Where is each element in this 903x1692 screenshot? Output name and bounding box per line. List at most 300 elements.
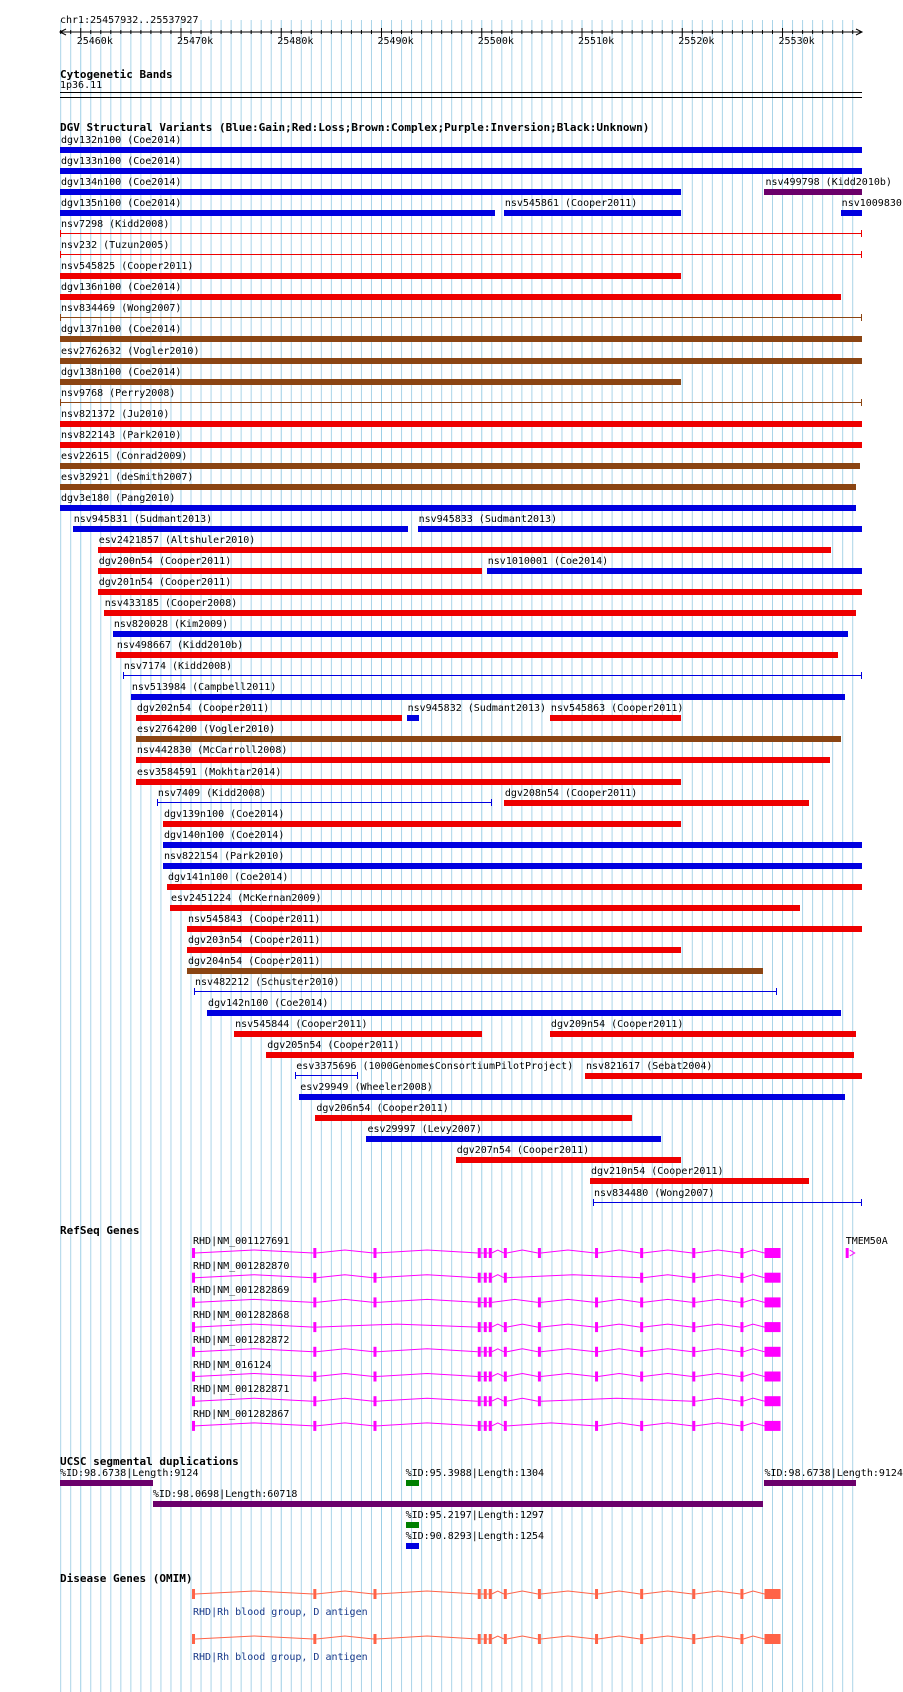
- segdup-label: %ID:98.6738|Length:9124: [764, 1468, 903, 1479]
- dgv-feature-label: dgv205n54 (Cooper2011): [267, 1040, 400, 1052]
- omim-gene-exon[interactable]: [489, 1589, 492, 1599]
- dgv-feature-label: dgv132n100 (Coe2014): [61, 135, 182, 146]
- refseq-transcript-exon[interactable]: [478, 1372, 481, 1382]
- refseq-transcript-intron: [695, 1374, 740, 1377]
- refseq-transcript-exon[interactable]: [504, 1421, 507, 1431]
- refseq-transcript-intron: [743, 1275, 764, 1278]
- refseq-transcript-intron: [316, 1299, 373, 1302]
- refseq-transcript-intron: [743, 1398, 764, 1401]
- refseq-transcript-label: RHD|NM_001282868: [193, 1310, 290, 1322]
- dgv-feature-label: esv2764200 (Vogler2010): [136, 724, 276, 736]
- omim-gene-exon[interactable]: [504, 1634, 507, 1644]
- omim-gene-intron: [695, 1636, 740, 1639]
- dgv-feature-label: nsv482212 (Schuster2010): [195, 977, 340, 988]
- refseq-transcript-intron: [598, 1324, 640, 1327]
- omim-gene-exon[interactable]: [538, 1589, 541, 1599]
- refseq-transcript-exon[interactable]: [504, 1248, 507, 1258]
- omim-gene-exon[interactable]: [595, 1589, 598, 1599]
- refseq-transcript-label: RHD|NM_001282869: [193, 1285, 290, 1297]
- refseq-transcript-exon[interactable]: [489, 1396, 492, 1406]
- omim-gene-intron: [376, 1591, 477, 1594]
- refseq-transcript-intron: [195, 1398, 313, 1401]
- refseq-transcript-exon[interactable]: [740, 1421, 743, 1431]
- segdup-label: %ID:95.2197|Length:1297: [405, 1510, 545, 1521]
- refseq-transcript-intron: [507, 1374, 538, 1377]
- refseq-transcript-intron: [695, 1250, 740, 1253]
- segdup-label: %ID:95.3988|Length:1304: [405, 1468, 545, 1479]
- omim-gene-exon[interactable]: [538, 1634, 541, 1644]
- refseq-transcript-exon[interactable]: [484, 1273, 487, 1283]
- refseq-transcript-exon[interactable]: [765, 1347, 781, 1357]
- refseq-transcript-exon[interactable]: [478, 1248, 481, 1258]
- refseq-transcript-intron: [376, 1275, 477, 1278]
- refseq-transcript-exon[interactable]: [538, 1248, 541, 1258]
- ruler-tick-label: 25460k: [76, 36, 113, 47]
- refseq-transcript-intron: [492, 1349, 504, 1352]
- dgv-feature-label: nsv834469 (Wong2007): [61, 303, 182, 315]
- dgv-feature-label: dgv137n100 (Coe2014): [61, 324, 182, 336]
- refseq-transcript-intron: [643, 1349, 692, 1352]
- position-label: chr1:25457932..25537927: [60, 15, 199, 26]
- refseq-transcript-intron: [507, 1250, 538, 1253]
- refseq-transcript-exon[interactable]: [640, 1273, 643, 1283]
- dgv-feature-label: nsv499798 (Kidd2010b): [765, 177, 892, 189]
- refseq-transcript-intron: [598, 1423, 640, 1426]
- dgv-feature-label: nsv7409 (Kidd2008): [157, 787, 267, 799]
- dgv-feature-label: dgv141n100 (Coe2014): [167, 871, 289, 883]
- refseq-transcript-intron: [492, 1299, 538, 1302]
- dgv-feature-label: dgv133n100 (Coe2014): [61, 156, 182, 168]
- omim-gene-intron: [541, 1591, 595, 1594]
- refseq-transcript-exon[interactable]: [192, 1248, 195, 1258]
- refseq-transcript-exon[interactable]: [765, 1297, 781, 1307]
- refseq-transcript-intron: [195, 1299, 313, 1302]
- refseq-transcript-exon[interactable]: [373, 1248, 376, 1258]
- refseq-transcript-exon[interactable]: [313, 1248, 316, 1258]
- omim-gene-intron: [598, 1636, 640, 1639]
- refseq-transcript-exon[interactable]: [484, 1396, 487, 1406]
- dgv-feature-label: dgv201n54 (Cooper2011): [98, 577, 232, 589]
- omim-gene-label: RHD|Rh blood group, D antigen: [193, 1652, 368, 1663]
- refseq-transcript-intron: [195, 1374, 313, 1377]
- dgv-feature-label: esv29997 (Levy2007): [367, 1124, 482, 1136]
- omim-gene-intron: [643, 1591, 692, 1594]
- refseq-transcript-exon[interactable]: [740, 1248, 743, 1258]
- refseq-transcript-intron: [316, 1349, 373, 1352]
- dgv-feature-label: nsv9768 (Perry2008): [61, 387, 176, 399]
- ruler-tick-label: 25480k: [277, 36, 314, 47]
- refseq-transcript-exon[interactable]: [484, 1347, 487, 1357]
- omim-gene-exon[interactable]: [765, 1634, 781, 1644]
- refseq-transcript-exon[interactable]: [765, 1372, 781, 1382]
- cytoband-label: 1p36.11: [60, 80, 103, 91]
- dgv-feature-label: esv29949 (Wheeler2008): [300, 1082, 433, 1094]
- refseq-transcript-intron: [743, 1299, 764, 1302]
- dgv-feature-label: dgv209n54 (Cooper2011): [550, 1019, 684, 1031]
- refseq-transcript-exon[interactable]: [373, 1372, 376, 1382]
- refseq-transcript-exon[interactable]: [740, 1396, 743, 1406]
- dgv-feature-label: dgv207n54 (Cooper2011): [456, 1145, 590, 1157]
- dgv-feature-label: nsv822154 (Park2010): [163, 850, 285, 862]
- dgv-feature-label: nsv232 (Tuzun2005): [61, 240, 170, 252]
- refseq-transcript-exon[interactable]: [692, 1396, 695, 1406]
- refseq-transcript-exon[interactable]: [489, 1421, 492, 1431]
- refseq-transcript-intron: [492, 1398, 504, 1401]
- refseq-transcript-intron: [743, 1250, 764, 1253]
- refseq-transcript-label: RHD|NM_001127691: [193, 1236, 290, 1247]
- ruler-tick-label: 25490k: [377, 36, 414, 47]
- refseq-transcript-exon[interactable]: [692, 1322, 695, 1332]
- ruler-tick-label: 25520k: [678, 36, 715, 47]
- refseq-transcript-intron: [507, 1275, 640, 1278]
- refseq-transcript-exon[interactable]: [478, 1347, 481, 1357]
- refseq-transcript-intron: [643, 1250, 692, 1253]
- omim-gene-exon[interactable]: [489, 1634, 492, 1644]
- dgv-feature-label: dgv204n54 (Cooper2011): [188, 955, 321, 967]
- refseq-transcript-exon[interactable]: [538, 1396, 541, 1406]
- omim-gene-exon[interactable]: [313, 1634, 316, 1644]
- omim-gene-exon[interactable]: [373, 1589, 376, 1599]
- refseq-transcript-exon[interactable]: [504, 1322, 507, 1332]
- omim-gene-exon[interactable]: [692, 1589, 695, 1599]
- refseq-transcript-exon[interactable]: [192, 1347, 195, 1357]
- refseq-extra-gene-exon[interactable]: [846, 1248, 849, 1258]
- refseq-transcript-exon[interactable]: [640, 1347, 643, 1357]
- refseq-transcript-exon[interactable]: [484, 1372, 487, 1382]
- refseq-transcript-intron: [507, 1423, 595, 1426]
- refseq-transcript-exon[interactable]: [373, 1273, 376, 1283]
- refseq-transcript-exon[interactable]: [538, 1297, 541, 1307]
- refseq-transcript-exon[interactable]: [595, 1421, 598, 1431]
- refseq-transcript-exon[interactable]: [484, 1421, 487, 1431]
- refseq-transcript-exon[interactable]: [692, 1372, 695, 1382]
- dgv-feature-label: nsv821617 (Sebat2004): [586, 1061, 713, 1073]
- track-title-dgv[interactable]: DGV Structural Variants (Blue:Gain;Red:Loss;Brown:Complex;Purple:Inversion;Black:Unknown): [60, 121, 650, 134]
- refseq-transcript-intron: [376, 1250, 477, 1253]
- dgv-feature-label: dgv206n54 (Cooper2011): [316, 1103, 449, 1115]
- dgv-feature-label: esv22615 (Conrad2009): [61, 450, 188, 462]
- refseq-transcript-exon[interactable]: [489, 1273, 492, 1283]
- refseq-transcript-exon[interactable]: [478, 1273, 481, 1283]
- dgv-feature-label: nsv545844 (Cooper2011): [235, 1019, 368, 1031]
- omim-gene-intron: [195, 1591, 313, 1594]
- refseq-transcript-exon[interactable]: [192, 1421, 195, 1431]
- refseq-transcript-intron: [695, 1324, 740, 1327]
- dgv-feature-label: dgv210n54 (Cooper2011): [591, 1166, 724, 1178]
- dgv-feature-label: dgv142n100 (Coe2014): [208, 998, 329, 1010]
- dgv-feature-label: dgv136n100 (Coe2014): [61, 282, 182, 294]
- refseq-transcript-intron: [695, 1349, 740, 1352]
- omim-gene-intron: [643, 1636, 692, 1639]
- omim-gene-exon[interactable]: [373, 1634, 376, 1644]
- refseq-transcript-intron: [743, 1423, 764, 1426]
- refseq-transcript-exon[interactable]: [692, 1297, 695, 1307]
- segdup-label: %ID:98.6738|Length:9124: [60, 1468, 199, 1479]
- dgv-feature-label: nsv545825 (Cooper2011): [61, 261, 194, 273]
- refseq-transcript-intron: [195, 1349, 313, 1352]
- refseq-transcript-exon[interactable]: [740, 1347, 743, 1357]
- refseq-transcript-intron: [316, 1275, 373, 1278]
- omim-gene-exon[interactable]: [478, 1589, 481, 1599]
- refseq-transcript-exon[interactable]: [504, 1273, 507, 1283]
- omim-gene-exon[interactable]: [640, 1589, 643, 1599]
- omim-gene-exon[interactable]: [692, 1634, 695, 1644]
- track-title-omim[interactable]: Disease Genes (OMIM): [60, 1572, 193, 1585]
- refseq-extra-gene-label: TMEM50A: [845, 1236, 888, 1247]
- refseq-transcript-intron: [316, 1324, 477, 1327]
- dgv-feature-label: nsv433185 (Cooper2008): [104, 598, 238, 610]
- refseq-transcript-exon[interactable]: [765, 1396, 781, 1406]
- refseq-transcript-label: RHD|NM_001282870: [193, 1260, 290, 1272]
- refseq-transcript-exon[interactable]: [640, 1322, 643, 1332]
- refseq-transcript-exon[interactable]: [489, 1322, 492, 1332]
- refseq-transcript-intron: [507, 1398, 538, 1401]
- refseq-transcript-intron: [643, 1275, 692, 1278]
- refseq-transcript-exon[interactable]: [692, 1421, 695, 1431]
- dgv-feature-label: nsv545843 (Cooper2011): [188, 913, 321, 925]
- track-title-refseq[interactable]: RefSeq Genes: [60, 1224, 140, 1237]
- refseq-transcript-intron: [316, 1423, 373, 1426]
- refseq-transcript-exon[interactable]: [192, 1396, 195, 1406]
- refseq-transcript-intron: [376, 1398, 477, 1401]
- refseq-transcript-exon[interactable]: [765, 1273, 781, 1283]
- omim-gene-intron: [316, 1591, 373, 1594]
- refseq-transcript-exon[interactable]: [373, 1421, 376, 1431]
- refseq-transcript-exon[interactable]: [640, 1372, 643, 1382]
- omim-gene-exon[interactable]: [765, 1589, 781, 1599]
- refseq-transcript-exon[interactable]: [538, 1347, 541, 1357]
- refseq-transcript-exon[interactable]: [478, 1322, 481, 1332]
- dgv-feature-label: esv2451224 (McKernan2009): [170, 892, 322, 904]
- refseq-transcript-intron: [195, 1250, 313, 1253]
- dgv-feature-label: dgv202n54 (Cooper2011): [136, 703, 270, 715]
- refseq-transcript-exon[interactable]: [489, 1248, 492, 1258]
- omim-gene-exon[interactable]: [740, 1634, 743, 1644]
- refseq-transcript-exon[interactable]: [313, 1297, 316, 1307]
- omim-gene-intron: [316, 1636, 373, 1639]
- refseq-transcript-exon[interactable]: [640, 1421, 643, 1431]
- omim-gene-exon[interactable]: [192, 1634, 195, 1644]
- refseq-transcript-exon[interactable]: [489, 1372, 492, 1382]
- refseq-transcript-exon[interactable]: [313, 1273, 316, 1283]
- refseq-transcript-label: RHD|NM_001282872: [193, 1334, 290, 1346]
- refseq-transcript-exon[interactable]: [595, 1347, 598, 1357]
- omim-gene-intron: [376, 1636, 477, 1639]
- omim-gene-exon[interactable]: [595, 1634, 598, 1644]
- refseq-transcript-intron: [492, 1275, 504, 1278]
- refseq-transcript-exon[interactable]: [313, 1421, 316, 1431]
- dgv-feature-label: esv2762632 (Vogler2010): [61, 345, 200, 357]
- refseq-transcript-intron: [492, 1374, 504, 1377]
- dgv-feature-label: nsv821372 (Ju2010): [61, 408, 170, 420]
- refseq-transcript-exon[interactable]: [740, 1322, 743, 1332]
- refseq-transcript-intron: [541, 1299, 595, 1302]
- ruler-tick-label: 25510k: [578, 36, 615, 47]
- refseq-transcript-intron: [376, 1374, 477, 1377]
- refseq-transcript-exon[interactable]: [740, 1372, 743, 1382]
- refseq-transcript-exon[interactable]: [313, 1347, 316, 1357]
- refseq-transcript-exon[interactable]: [595, 1297, 598, 1307]
- refseq-transcript-label: RHD|NM_001282871: [193, 1384, 290, 1396]
- refseq-transcript-exon[interactable]: [765, 1421, 781, 1431]
- refseq-transcript-exon[interactable]: [595, 1372, 598, 1382]
- track-title-segdup[interactable]: UCSC segmental duplications: [60, 1455, 239, 1468]
- omim-gene-intron: [492, 1591, 504, 1594]
- refseq-transcript-intron: [598, 1349, 640, 1352]
- refseq-transcript-exon[interactable]: [692, 1248, 695, 1258]
- ruler-tick-label: 25470k: [176, 36, 214, 47]
- refseq-transcript-intron: [541, 1398, 692, 1401]
- omim-gene-intron: [492, 1636, 504, 1639]
- refseq-transcript-intron: [316, 1398, 373, 1401]
- refseq-transcript-exon[interactable]: [765, 1248, 781, 1258]
- refseq-transcript-intron: [195, 1324, 313, 1327]
- refseq-transcript-exon[interactable]: [692, 1273, 695, 1283]
- omim-gene-intron: [598, 1591, 640, 1594]
- omim-gene-exon[interactable]: [484, 1589, 487, 1599]
- refseq-transcript-exon[interactable]: [373, 1297, 376, 1307]
- dgv-feature-label: nsv834480 (Wong2007): [594, 1187, 715, 1199]
- refseq-transcript-exon[interactable]: [192, 1297, 195, 1307]
- refseq-transcript-intron: [541, 1324, 595, 1327]
- refseq-transcript-exon[interactable]: [484, 1248, 487, 1258]
- refseq-transcript-exon[interactable]: [373, 1396, 376, 1406]
- refseq-transcript-exon[interactable]: [484, 1322, 487, 1332]
- refseq-transcript-exon[interactable]: [538, 1322, 541, 1332]
- refseq-transcript-exon[interactable]: [504, 1347, 507, 1357]
- dgv-feature-label: dgv140n100 (Coe2014): [163, 829, 285, 841]
- dgv-feature-label: esv3375696 (1000GenomesConsortiumPilotProject): [296, 1061, 574, 1073]
- dgv-feature-label: nsv498667 (Kidd2010b): [116, 640, 244, 652]
- refseq-transcript-intron: [376, 1299, 477, 1302]
- refseq-transcript-intron: [695, 1423, 740, 1426]
- segdup-label: %ID:98.0698|Length:60718: [152, 1489, 298, 1500]
- dgv-feature-label: dgv203n54 (Cooper2011): [188, 934, 321, 946]
- refseq-transcript-intron: [598, 1250, 640, 1253]
- refseq-transcript-exon[interactable]: [313, 1372, 316, 1382]
- omim-gene-intron: [541, 1636, 595, 1639]
- omim-gene-exon[interactable]: [640, 1634, 643, 1644]
- dgv-feature-label: dgv3e180 (Pang2010): [61, 492, 176, 504]
- omim-gene-intron: [507, 1591, 538, 1594]
- refseq-transcript-intron: [376, 1349, 477, 1352]
- dgv-feature-label: nsv820028 (Kim2009): [113, 619, 229, 631]
- refseq-transcript-exon[interactable]: [740, 1297, 743, 1307]
- refseq-transcript-exon[interactable]: [640, 1297, 643, 1307]
- refseq-transcript-intron: [743, 1324, 764, 1327]
- dgv-feature-label: esv32921 (deSmith2007): [61, 471, 194, 483]
- dgv-feature-label: nsv945832 (Sudmant2013): [407, 703, 547, 715]
- refseq-transcript-exon[interactable]: [192, 1322, 195, 1332]
- refseq-transcript-exon[interactable]: [692, 1347, 695, 1357]
- dgv-feature-label: dgv139n100 (Coe2014): [163, 808, 285, 820]
- refseq-transcript-intron: [695, 1299, 740, 1302]
- dgv-feature-label: nsv945831 (Sudmant2013): [73, 513, 213, 525]
- refseq-transcript-exon[interactable]: [595, 1322, 598, 1332]
- dgv-feature-label: nsv822143 (Park2010): [61, 429, 182, 441]
- omim-gene-intron: [695, 1591, 740, 1594]
- ruler-tick-label: 25530k: [778, 36, 815, 47]
- segdup-label: %ID:90.8293|Length:1254: [405, 1531, 545, 1542]
- omim-gene-exon[interactable]: [484, 1634, 487, 1644]
- dgv-feature-label: dgv208n54 (Cooper2011): [504, 787, 638, 799]
- omim-gene-label: RHD|Rh blood group, D antigen: [193, 1607, 368, 1618]
- refseq-transcript-exon[interactable]: [192, 1273, 195, 1283]
- refseq-transcript-intron: [743, 1349, 764, 1352]
- refseq-transcript-intron: [195, 1423, 313, 1426]
- refseq-transcript-exon[interactable]: [478, 1297, 481, 1307]
- refseq-transcript-intron: [541, 1250, 595, 1253]
- refseq-transcript-exon[interactable]: [740, 1273, 743, 1283]
- refseq-transcript-intron: [598, 1374, 640, 1377]
- dgv-feature-label: nsv945833 (Sudmant2013): [418, 513, 558, 525]
- refseq-transcript-intron: [492, 1423, 504, 1426]
- omim-gene-intron: [195, 1636, 313, 1639]
- dgv-feature-label: dgv134n100 (Coe2014): [61, 177, 182, 189]
- dgv-feature-label: nsv545861 (Cooper2011): [504, 198, 638, 210]
- refseq-transcript-intron: [507, 1349, 538, 1352]
- omim-gene-exon[interactable]: [192, 1589, 195, 1599]
- omim-gene-intron: [507, 1636, 538, 1639]
- refseq-transcript-label: RHD|NM_016124: [193, 1359, 272, 1371]
- refseq-transcript-exon[interactable]: [489, 1297, 492, 1307]
- refseq-transcript-intron: [376, 1423, 477, 1426]
- refseq-transcript-exon[interactable]: [484, 1297, 487, 1307]
- dgv-feature-label: nsv1009830: [841, 198, 902, 210]
- omim-gene-exon[interactable]: [504, 1589, 507, 1599]
- refseq-transcript-exon[interactable]: [478, 1396, 481, 1406]
- refseq-transcript-intron: [492, 1324, 504, 1327]
- omim-gene-exon[interactable]: [740, 1589, 743, 1599]
- strand-arrow-icon: [850, 1250, 855, 1256]
- refseq-transcript-intron: [507, 1324, 538, 1327]
- refseq-transcript-intron: [541, 1374, 595, 1377]
- dgv-feature-label: esv2421857 (Altshuler2010): [98, 534, 256, 546]
- refseq-transcript-exon[interactable]: [765, 1322, 781, 1332]
- omim-gene-intron: [743, 1636, 764, 1639]
- refseq-transcript-intron: [643, 1324, 692, 1327]
- omim-gene-exon[interactable]: [313, 1589, 316, 1599]
- dgv-feature-label: dgv135n100 (Coe2014): [61, 198, 182, 210]
- refseq-transcript-exon[interactable]: [595, 1248, 598, 1258]
- refseq-transcript-exon[interactable]: [313, 1322, 316, 1332]
- refseq-transcript-exon[interactable]: [313, 1396, 316, 1406]
- dgv-feature-label: nsv442830 (McCarroll2008): [136, 745, 288, 757]
- dgv-feature-label: dgv138n100 (Coe2014): [61, 366, 182, 378]
- refseq-transcript-exon[interactable]: [504, 1372, 507, 1382]
- dgv-feature-label: nsv545863 (Cooper2011): [550, 703, 684, 715]
- refseq-transcript-exon[interactable]: [489, 1347, 492, 1357]
- ruler-tick-label: 25500k: [477, 36, 514, 47]
- refseq-transcript-intron: [643, 1374, 692, 1377]
- refseq-transcript-exon[interactable]: [478, 1421, 481, 1431]
- dgv-feature-label: esv3584591 (Mokhtar2014): [136, 766, 282, 778]
- refseq-transcript-label: RHD|NM_001282867: [193, 1408, 290, 1420]
- omim-gene-exon[interactable]: [478, 1634, 481, 1644]
- refseq-transcript-exon[interactable]: [192, 1372, 195, 1382]
- track-title-cytoband[interactable]: Cytogenetic Bands: [60, 68, 173, 81]
- refseq-transcript-exon[interactable]: [538, 1372, 541, 1382]
- refseq-transcript-exon[interactable]: [640, 1248, 643, 1258]
- refseq-transcript-intron: [695, 1398, 740, 1401]
- refseq-transcript-intron: [695, 1275, 740, 1278]
- dgv-feature-label: dgv200n54 (Cooper2011): [98, 556, 232, 567]
- refseq-transcript-exon[interactable]: [504, 1396, 507, 1406]
- dgv-feature-label: nsv513984 (Campbell2011): [131, 682, 277, 694]
- refseq-transcript-exon[interactable]: [373, 1347, 376, 1357]
- omim-gene-intron: [743, 1591, 764, 1594]
- refseq-transcript-intron: [598, 1299, 640, 1302]
